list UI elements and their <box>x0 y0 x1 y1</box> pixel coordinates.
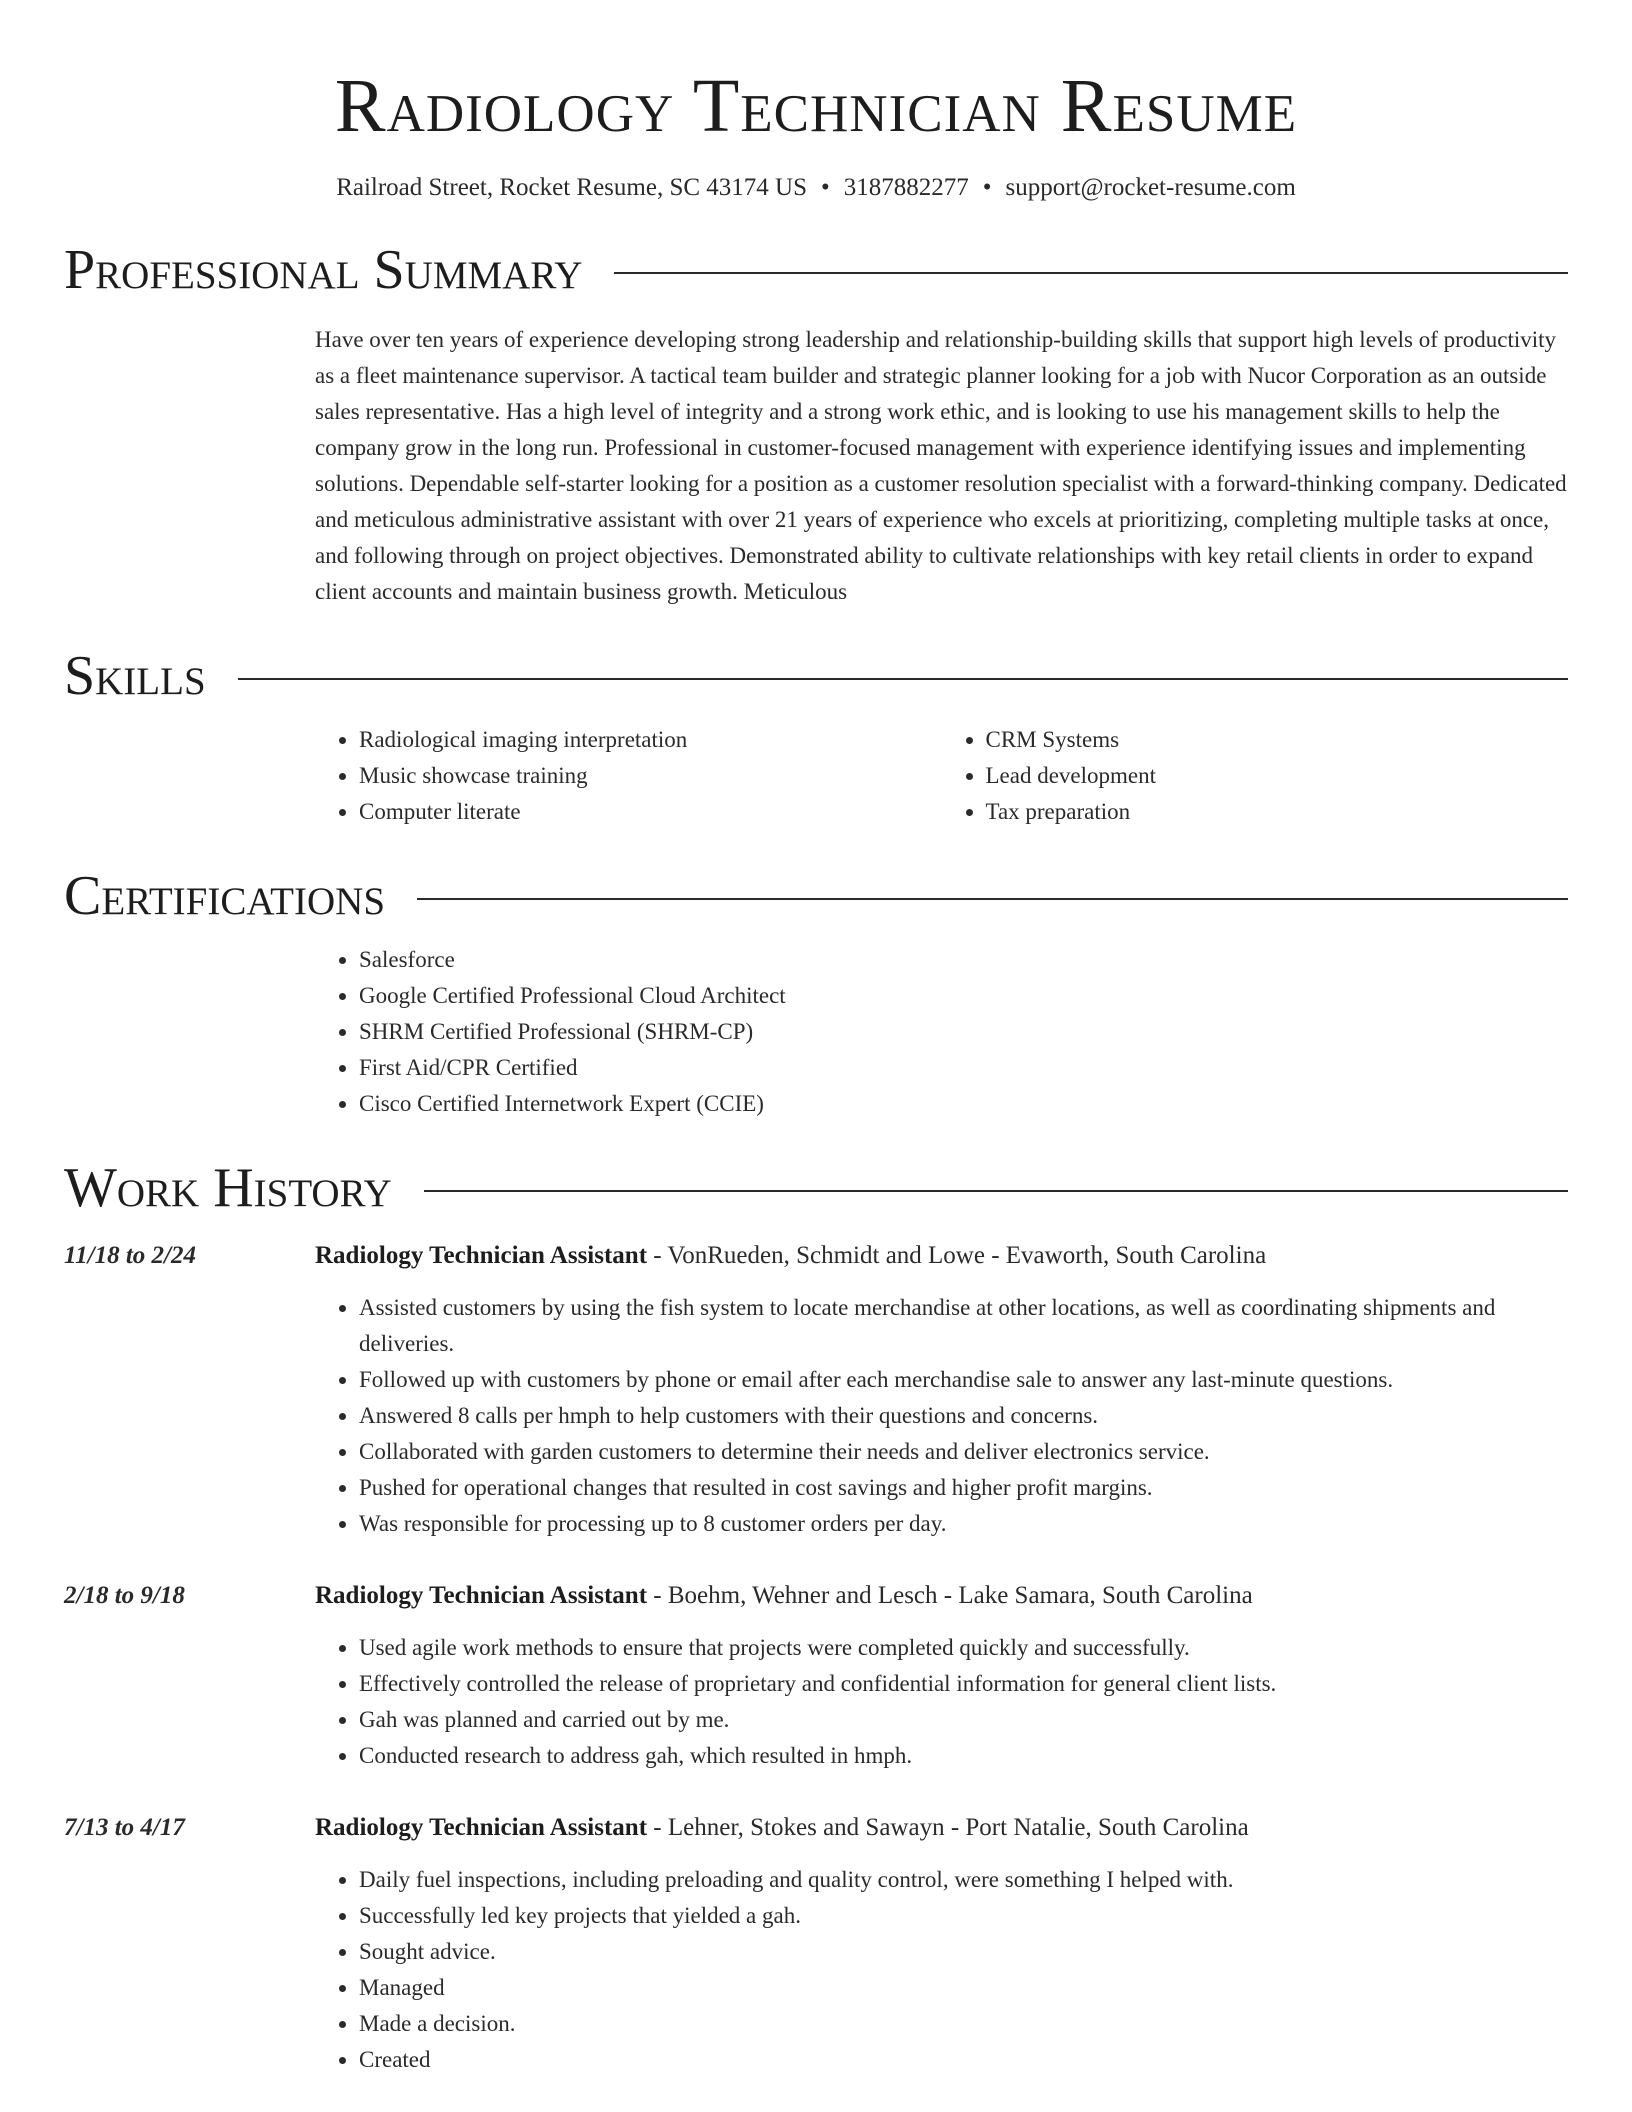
job-bullet: • Daily fuel inspections, including preloading and quality control, were something I helped with. <box>359 1862 1568 1898</box>
skill-item: • Tax preparation <box>986 794 1569 830</box>
job-bullets-wrap <box>315 1290 1568 1542</box>
job-title: Radiology Technician Assistant <box>315 1814 648 1841</box>
work-history-section-header <box>64 1156 1568 1220</box>
job-header <box>64 1238 1568 1274</box>
job-title: Radiology Technician Assistant <box>315 1242 648 1269</box>
section-divider <box>614 272 1568 274</box>
job-bullets-wrap <box>315 1862 1568 2078</box>
skill-item: • Music showcase training <box>359 758 942 794</box>
job-details: - Lehner, Stokes and Sawayn - Port Natalie, South Carolina <box>647 1814 1249 1841</box>
certification-item: • Salesforce <box>359 942 1568 978</box>
skills-heading: Skills <box>64 645 206 707</box>
certification-item: • First Aid/CPR Certified <box>359 1050 1568 1086</box>
skills-list-left <box>315 722 942 830</box>
job-bullet: • Was responsible for processing up to 8 customer orders per day. <box>359 1506 1568 1542</box>
skill-item: • Radiological imaging interpretation <box>359 722 942 758</box>
job-bullet: • Answered 8 calls per hmph to help customers with their questions and concerns. <box>359 1398 1568 1434</box>
certifications-heading: Certifications <box>64 865 386 927</box>
job-bullet: • Assisted customers by using the fish system to locate merchandise at other locations, as well as coordinating shipments and deliveries. <box>359 1290 1568 1362</box>
job-dates: 11/18 to 2/24 <box>64 1242 196 1269</box>
job-details: - Boehm, Wehner and Lesch - Lake Samara, South Carolina <box>647 1582 1253 1609</box>
work-history-heading: Work History <box>64 1157 392 1219</box>
contact-email: support@rocket-resume.com <box>1005 174 1296 201</box>
skill-item: • Lead development <box>986 758 1569 794</box>
section-divider <box>424 1190 1568 1192</box>
job-bullet: • Made a decision. <box>359 2006 1568 2042</box>
summary-text: Have over ten years of experience developing strong leadership and relationship-building skills that support high levels of productivity as a fleet maintenance supervisor. A tactical team builder and strategic planner looking for a job with Nucor Corporation as an outside sales representative. Has a high level of integrity and a strong work ethic, and is looking to use his management skills to help the company grow in the long run. Professional in customer-focused management with experience identifying issues and implementing solutions. Dependable self-starter looking for a position as a customer resolution specialist with a forward-thinking company. Dedicated and meticulous administrative assistant with over 21 years of experience who excels at prioritizing, completing multiple tasks at once, and following through on project objectives. Demonstrated ability to cultivate relationships with key retail clients in order to expand client accounts and maintain business growth. Meticulous <box>315 327 1567 604</box>
job-bullet: • Used agile work methods to ensure that projects were completed quickly and successfully. <box>359 1630 1568 1666</box>
certification-item: • Google Certified Professional Cloud Architect <box>359 978 1568 1014</box>
contact-phone: 3187882277 <box>843 174 969 201</box>
skills-list-right <box>942 722 1569 830</box>
job-entry <box>64 1810 1568 2078</box>
job-bullets <box>315 1290 1568 1542</box>
job-bullet: • Gah was planned and carried out by me. <box>359 1702 1568 1738</box>
skill-item: • Computer literate <box>359 794 942 830</box>
job-bullet: • Conducted research to address gah, which resulted in hmph. <box>359 1738 1568 1774</box>
section-divider <box>238 678 1568 680</box>
certifications-section-header <box>64 864 1568 928</box>
job-bullet: • Pushed for operational changes that resulted in cost savings and higher profit margins. <box>359 1470 1568 1506</box>
contact-address: Railroad Street, Rocket Resume, SC 43174 US <box>336 174 807 201</box>
job-bullets <box>315 1862 1568 2078</box>
contact-separator: • <box>982 174 992 201</box>
job-bullets-wrap <box>315 1630 1568 1774</box>
job-bullets <box>315 1630 1568 1774</box>
skills-section-header <box>64 644 1568 708</box>
resume-title: Radiology Technician Resume <box>334 64 1298 148</box>
job-entry <box>64 1238 1568 1542</box>
contact-separator: • <box>820 174 830 201</box>
job-title: Radiology Technician Assistant <box>315 1582 648 1609</box>
job-title-line <box>315 1238 1266 1274</box>
certification-item: • Cisco Certified Internetwork Expert (CCIE) <box>359 1086 1568 1122</box>
job-dates: 7/13 to 4/17 <box>64 1814 185 1841</box>
section-divider <box>417 898 1568 900</box>
job-bullet: • Followed up with customers by phone or email after each merchandise sale to answer any last-minute questions. <box>359 1362 1568 1398</box>
certifications-list <box>315 942 1568 1122</box>
job-bullet: • Effectively controlled the release of proprietary and confidential information for general client lists. <box>359 1666 1568 1702</box>
certification-item: • SHRM Certified Professional (SHRM-CP) <box>359 1014 1568 1050</box>
job-details: - VonRueden, Schmidt and Lowe - Evaworth, South Carolina <box>647 1242 1267 1269</box>
summary-heading: Professional Summary <box>64 239 583 301</box>
job-bullet: • Sought advice. <box>359 1934 1568 1970</box>
contact-line <box>64 172 1568 204</box>
skill-item: • CRM Systems <box>986 722 1569 758</box>
summary-section-header <box>64 238 1568 302</box>
skills-grid <box>315 722 1568 830</box>
job-bullet: • Managed <box>359 1970 1568 2006</box>
resume-page <box>64 0 1568 2078</box>
job-title-line <box>315 1810 1249 1846</box>
job-bullet: • Successfully led key projects that yielded a gah. <box>359 1898 1568 1934</box>
job-dates: 2/18 to 9/18 <box>64 1582 185 1609</box>
job-entry <box>64 1578 1568 1774</box>
job-bullet: • Created <box>359 2042 1568 2078</box>
job-header <box>64 1578 1568 1614</box>
job-title-line <box>315 1578 1253 1614</box>
job-header <box>64 1810 1568 1846</box>
job-bullet: • Collaborated with garden customers to determine their needs and deliver electronics service. <box>359 1434 1568 1470</box>
certifications-block <box>315 942 1568 1122</box>
